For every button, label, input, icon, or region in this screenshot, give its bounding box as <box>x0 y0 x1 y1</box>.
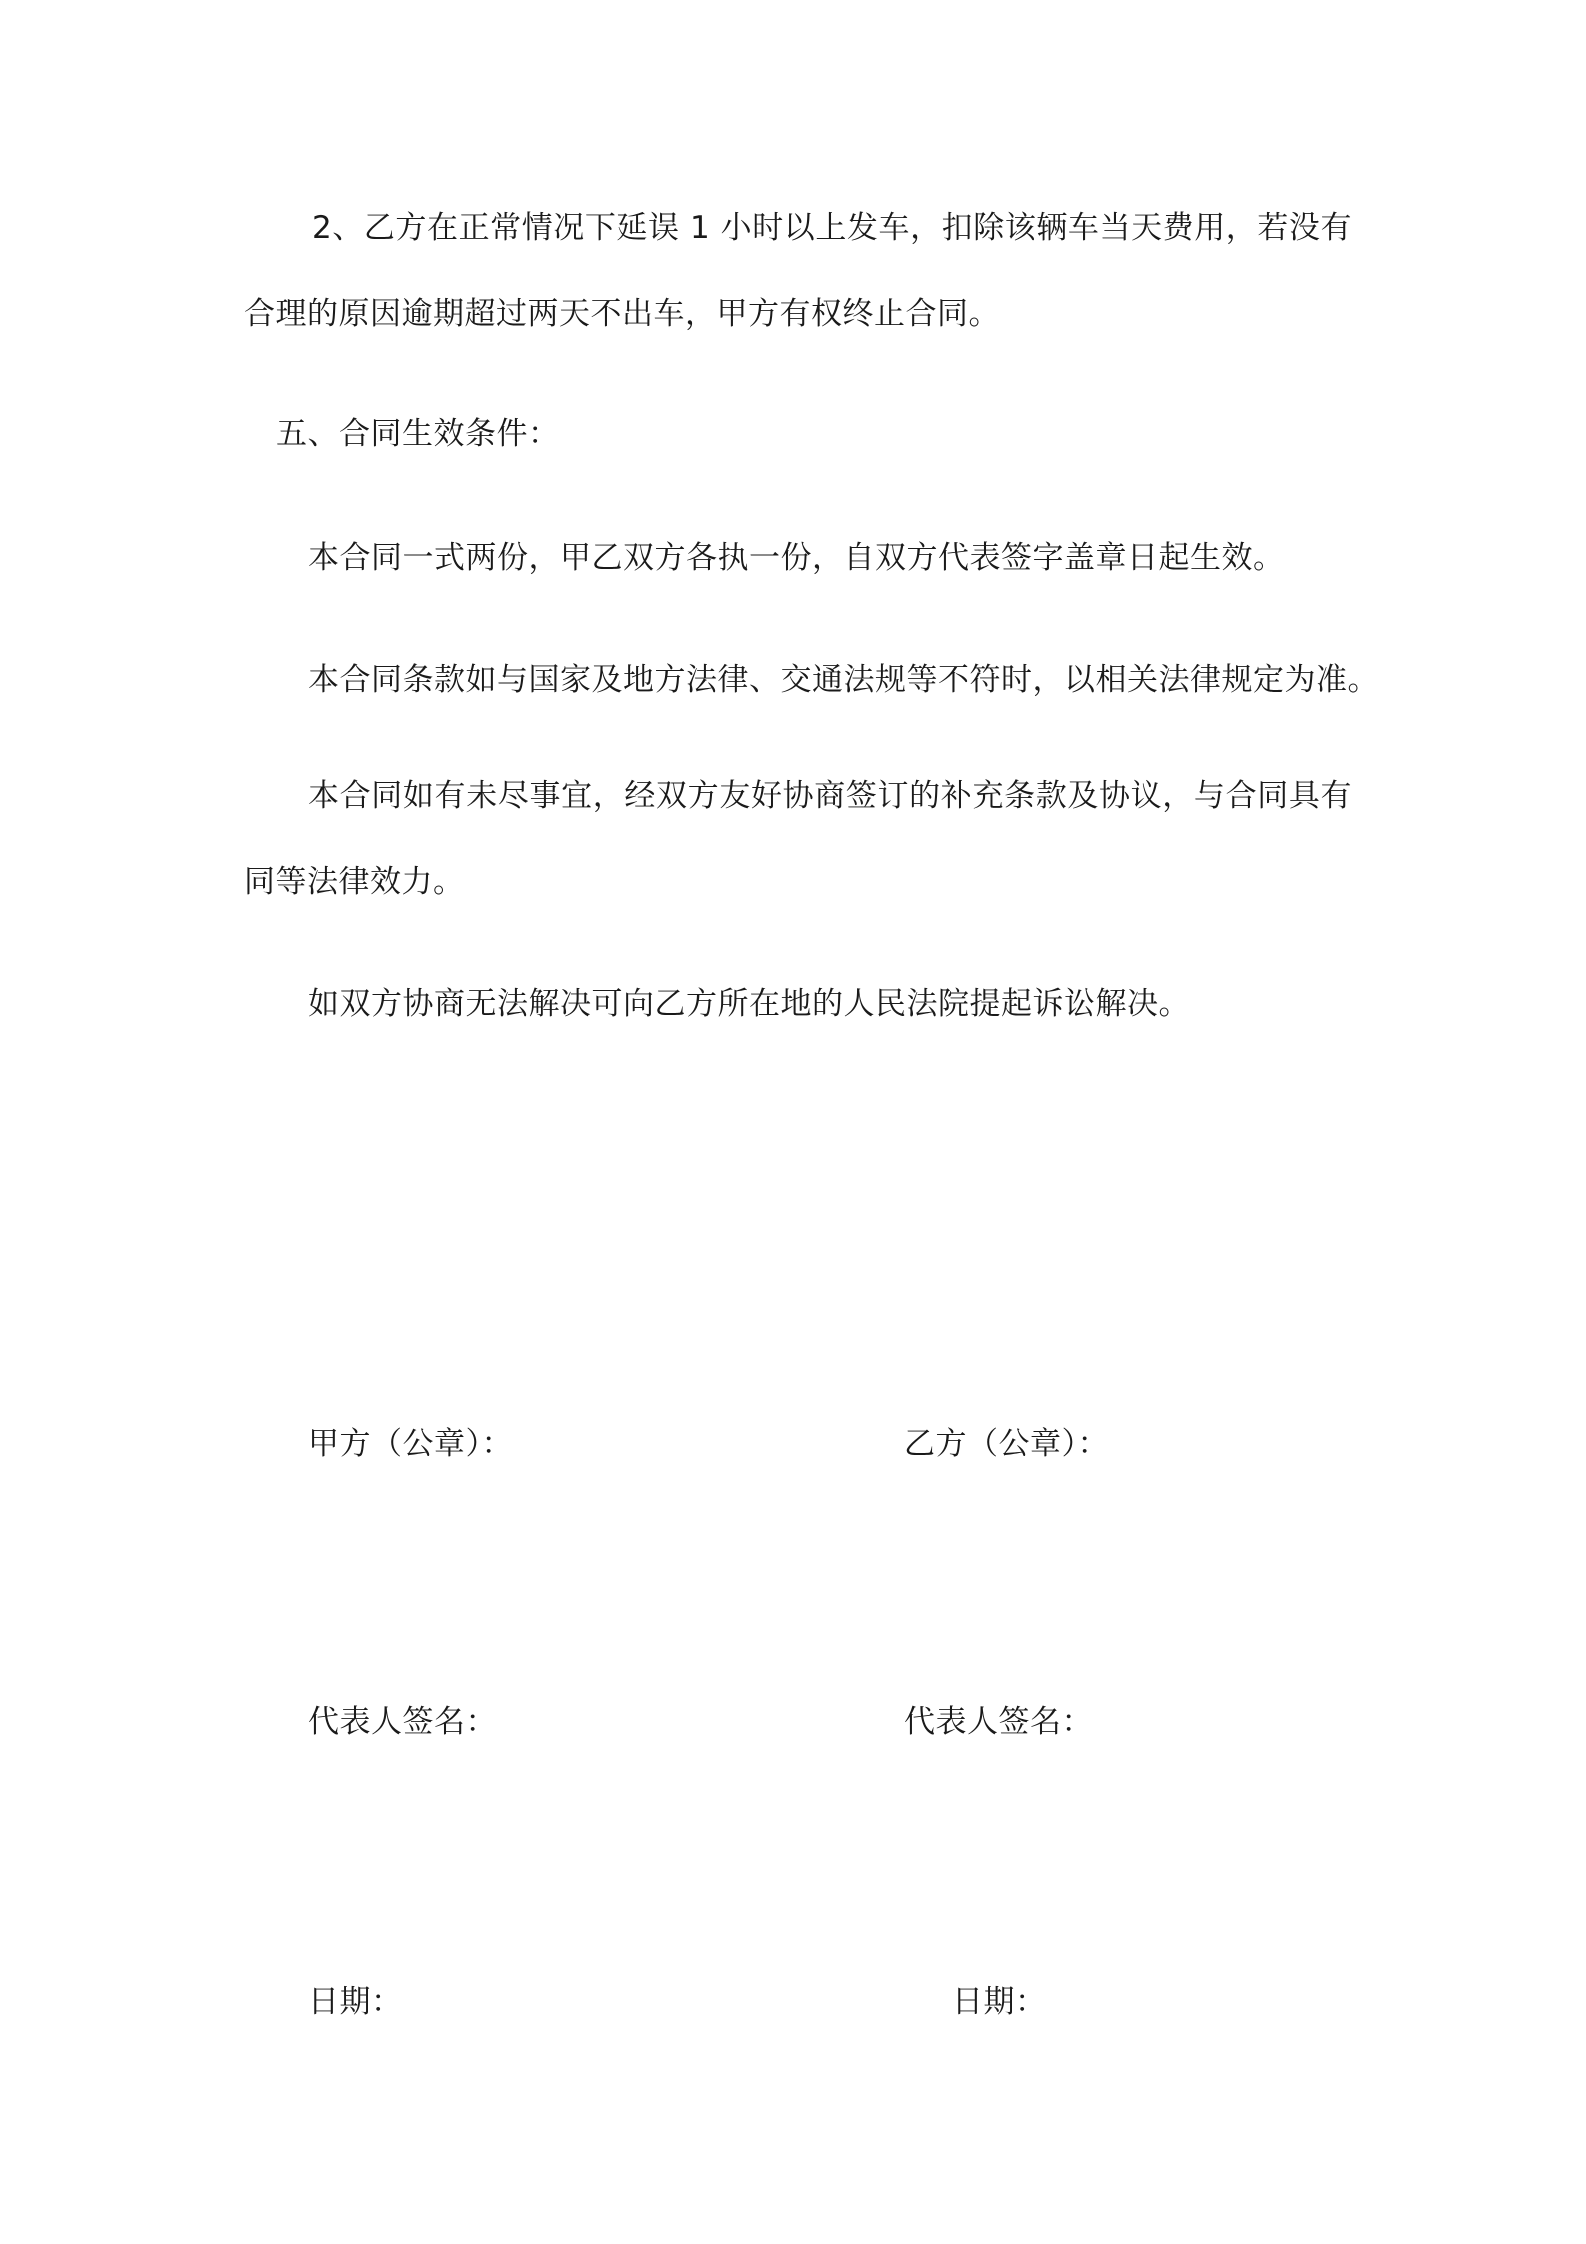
party-b-rep-label: 代表人签名： <box>904 1704 1093 1740</box>
section-5-heading: 五、合同生效条件： <box>276 416 560 452</box>
party-a-seal-label: 甲方（公章）： <box>308 1426 513 1462</box>
supplementary-line-2: 同等法律效力。 <box>244 864 465 900</box>
party-b-seal-label: 乙方（公章）： <box>904 1426 1109 1462</box>
supplementary-line-1: 本合同如有未尽事宜，经双方友好协商签订的补充条款及协议，与合同具有 <box>308 778 1352 814</box>
party-b-date-label: 日期： <box>952 1984 1047 2020</box>
clause-2-line-1: 2、乙方在正常情况下延误 1 小时以上发车，扣除该辆车当天费用，若没有 <box>312 210 1352 246</box>
law-precedence-paragraph: 本合同条款如与国家及地方法律、交通法规等不符时，以相关法律规定为准。 <box>308 662 1379 698</box>
clause-2-line-2: 合理的原因逾期超过两天不出车，甲方有权终止合同。 <box>244 296 1000 332</box>
effective-copies-paragraph: 本合同一式两份，甲乙双方各执一份，自双方代表签字盖章日起生效。 <box>308 540 1285 576</box>
dispute-paragraph: 如双方协商无法解决可向乙方所在地的人民法院提起诉讼解决。 <box>308 986 1190 1022</box>
party-a-rep-label: 代表人签名： <box>308 1704 497 1740</box>
party-a-date-label: 日期： <box>308 1984 403 2020</box>
